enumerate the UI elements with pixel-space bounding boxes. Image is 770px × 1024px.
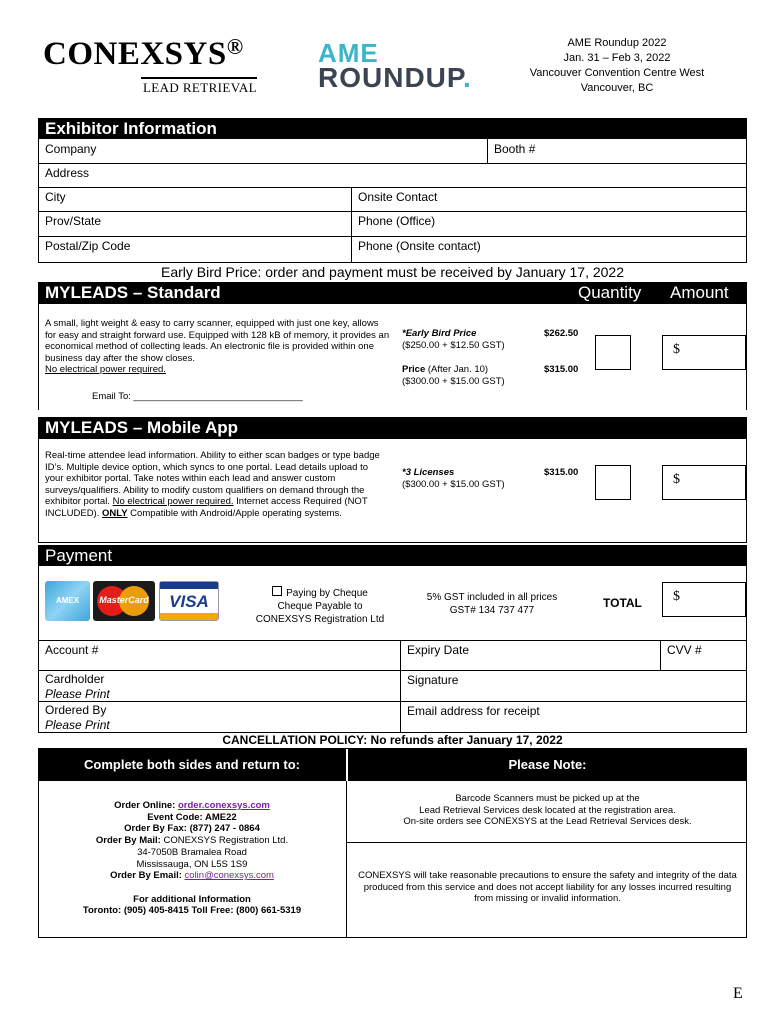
please-note-title: Please Note:	[348, 748, 747, 781]
phone-office-label: Phone (Office)	[358, 214, 436, 228]
expiry-label: Expiry Date	[407, 643, 470, 657]
cheque-checkbox[interactable]	[272, 586, 282, 596]
standard-quantity-input[interactable]	[595, 335, 631, 370]
prov-state-label: Prov/State	[45, 214, 102, 228]
event-info: AME Roundup 2022 Jan. 31 – Feb 3, 2022 Vancouver Convention Centre West Vancouver, BC	[529, 37, 705, 94]
email-to-field[interactable]: Email To: ________________________________	[92, 391, 303, 402]
amex-card-icon: AMEX	[45, 581, 90, 621]
cheque-option: Paying by Cheque Cheque Payable to CONEXSYS Registration Ltd	[255, 588, 385, 625]
company-label: Company	[45, 142, 97, 156]
liability-note: CONEXSYS will take reasonable precautions to ensure the safety and integrity of the data produced from this service and does not accept liability for any losses incurred resulting from missing or invalid information.	[358, 870, 737, 905]
ame-logo-top: AME	[318, 38, 379, 68]
email-receipt-label: Email address for receipt	[407, 704, 540, 718]
early-bird-price: $262.50	[544, 328, 579, 339]
amount-header: Amount	[670, 283, 729, 302]
page-letter: E	[733, 985, 743, 1002]
gst-note: 5% GST included in all prices GST# 134 737 477	[426, 592, 558, 616]
postal-label: Postal/Zip Code	[45, 239, 131, 253]
cancellation-policy: CANCELLATION POLICY: No refunds after January 17, 2022	[222, 733, 563, 747]
mobile-quantity-input[interactable]	[595, 465, 631, 500]
payment-section-title: Payment	[38, 545, 747, 566]
account-label: Account #	[45, 643, 99, 657]
address-label: Address	[45, 166, 90, 180]
regular-price-label: Price (After Jan. 10) ($300.00 + $15.00 GST)	[402, 364, 505, 387]
conexsys-logo: CONEXSYS®	[43, 34, 244, 72]
exhibitor-section-title: Exhibitor Information	[38, 118, 747, 139]
quantity-header: Quantity	[578, 283, 642, 302]
payment-section	[38, 545, 747, 733]
onsite-contact-label: Onsite Contact	[358, 190, 438, 204]
early-bird-price-label: *Early Bird Price ($250.00 + $12.50 GST)	[402, 328, 505, 351]
visa-card-icon: VISA	[159, 581, 219, 621]
pickup-note: Barcode Scanners must be picked up at the Lead Retrieval Services desk located at the registration area. On-site orders see CONEXSYS at the Lead Retrieval Services desk.	[403, 793, 692, 828]
total-label: TOTAL	[603, 596, 642, 610]
phone-onsite-label: Phone (Onsite contact)	[358, 239, 481, 253]
mobile-description: Real-time attendee lead information. Ability to either scan badges or type badge ID’s. Multiple device option, which syncs to one portal. Lead details upload to your exhibitor portal. Take notes within each lead and answer custom surveys/qualifiers. Ability to modify custom qualifiers on demand through the exhibitor portal. No electrical power required. Internet access Required (NOT INCLUDED). ONLY Compatible with Android/Apple operating systems.	[45, 450, 380, 519]
ame-logo-bottom: ROUNDUP.	[318, 62, 472, 93]
signature-label: Signature	[407, 673, 459, 687]
standard-amount-field[interactable]: $	[662, 335, 746, 370]
city-label: City	[45, 190, 66, 204]
contact-info: Order Online: order.conexsys.com Event Code: AME22 Order By Fax: (877) 247 - 0864 Order By Mail: CONEXSYS Registration Ltd. 34-7050B Bramalea Road Mississauga, ON L5S 1S9 Order By Email: colin@conexsys.com For additional Information Toronto: (905) 405-8415 Toll Free: (800) 661-5319	[82, 800, 302, 917]
cvv-label: CVV #	[667, 643, 702, 657]
ordered-by-label: Ordered By Please Print	[45, 703, 110, 732]
mastercard-card-icon: MasterCard	[93, 581, 155, 621]
early-bird-notice: Early Bird Price: order and payment must be received by January 17, 2022	[160, 264, 625, 280]
total-amount-field[interactable]: $	[662, 582, 746, 617]
lead-retrieval-logo-text: LEAD RETRIEVAL	[141, 77, 257, 96]
mobile-amount-field[interactable]: $	[662, 465, 746, 500]
standard-section-title: MYLEADS – Standard Quantity Amount	[38, 282, 747, 304]
booth-label: Booth #	[494, 142, 536, 156]
return-to-title: Complete both sides and return to:	[38, 748, 346, 781]
licenses-label: *3 Licenses ($300.00 + $15.00 GST)	[402, 467, 505, 490]
order-email-link[interactable]: colin@conexsys.com	[184, 870, 274, 882]
cardholder-label: Cardholder Please Print	[45, 672, 110, 701]
order-online-link[interactable]: order.conexsys.com	[177, 800, 270, 811]
mobile-section-title: MYLEADS – Mobile App	[38, 417, 747, 439]
licenses-price: $315.00	[544, 467, 579, 478]
standard-description: A small, light weight & easy to carry scanner, equipped with just one key, allows for easy and straight forward use. Equipped with 128 kB of memory, it provides an economical method of collecting leads. An electronic file is provided within one business day after the show closes. No electrical power required.	[45, 318, 390, 375]
regular-price: $315.00	[544, 364, 579, 375]
